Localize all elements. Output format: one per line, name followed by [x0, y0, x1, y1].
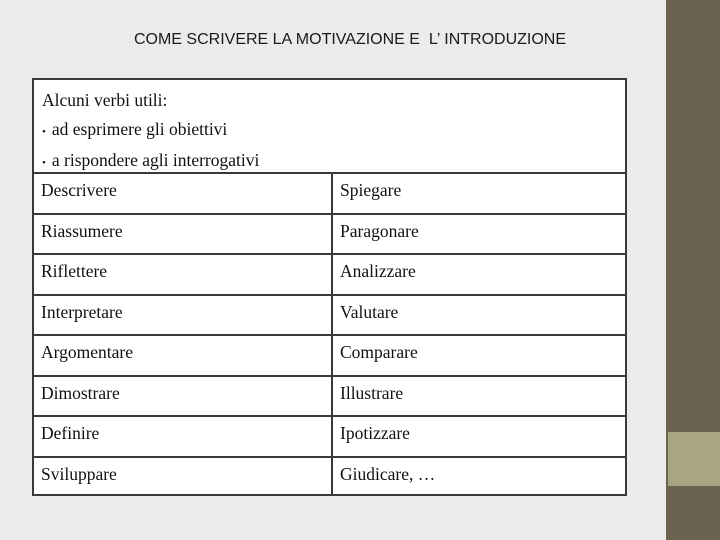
table-row — [34, 375, 625, 416]
side-accent-block — [668, 432, 720, 486]
intro-bullet-text: a rispondere agli interrogativi — [51, 150, 260, 170]
verb-cell: Valutare — [340, 301, 399, 322]
table-row — [34, 334, 625, 375]
verbs-table — [32, 78, 627, 496]
verbs-grid — [34, 172, 625, 496]
table-row — [34, 172, 625, 213]
bullet-icon: • — [42, 157, 46, 169]
table-row — [34, 415, 625, 456]
verb-cell: Spiegare — [340, 180, 402, 200]
verb-cell: Comparare — [340, 342, 418, 362]
verb-cell: Sviluppare — [34, 458, 333, 497]
verb-cell: Interpretare — [34, 296, 333, 335]
verb-cell: Dimostrare — [34, 377, 333, 416]
verb-cell: Riassumere — [34, 215, 333, 254]
intro-bullet-text: ad esprimere gli obiettivi — [51, 118, 228, 139]
verb-cell: Riflettere — [34, 255, 333, 294]
intro-heading: Alcuni verbi utili: — [42, 90, 168, 110]
slide-title: COME SCRIVERE LA MOTIVAZIONE E L’ INTRODUZIONE — [133, 31, 567, 48]
table-row — [34, 294, 625, 335]
table-row — [34, 253, 625, 294]
verb-cell: Ipotizzare — [340, 423, 410, 443]
verb-cell: Analizzare — [340, 261, 416, 281]
table-row — [34, 456, 625, 497]
verb-cell: Illustrare — [340, 382, 404, 403]
verb-cell: Giudicare, … — [340, 463, 436, 484]
intro-block — [42, 86, 602, 178]
verb-cell: Paragonare — [340, 220, 419, 241]
verb-cell: Descrivere — [34, 174, 333, 213]
bullet-icon: • — [42, 125, 46, 138]
verb-cell: Argomentare — [34, 336, 333, 375]
verb-cell: Definire — [34, 417, 333, 456]
intro-bullet — [42, 115, 602, 147]
table-row — [34, 213, 625, 254]
